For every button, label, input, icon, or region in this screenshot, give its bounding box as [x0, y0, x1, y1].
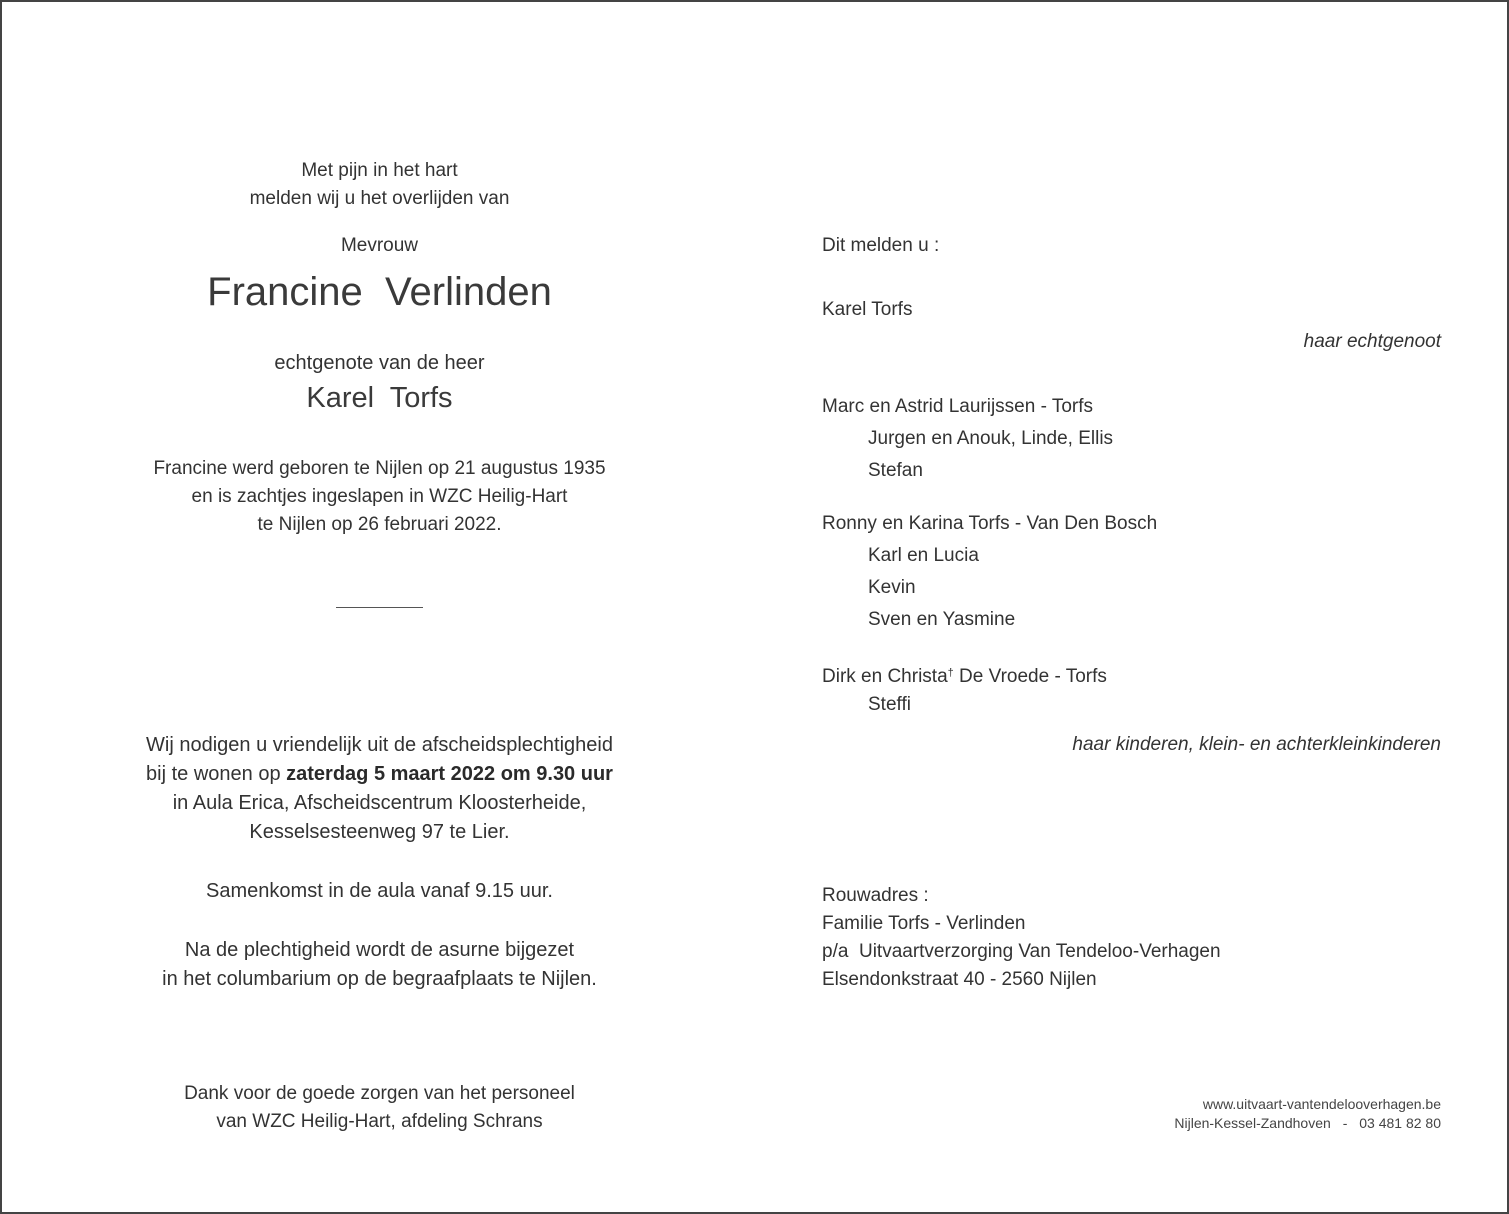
invite-line-2-prefix: bij te wonen op	[146, 763, 281, 785]
family-1-child: Jurgen en Anouk, Linde, Ellis	[868, 428, 1114, 449]
spouse-entry: Karel Torfs	[822, 299, 913, 320]
family-3-part-2: De Vroede - Torfs	[953, 666, 1107, 687]
intro-line-2: melden wij u het overlijden van	[249, 188, 510, 209]
family-3-part-1: Dirk en Christa	[822, 666, 948, 687]
spouse-intro: echtgenote van de heer	[274, 352, 485, 374]
funeral-home-footer	[1174, 1095, 1441, 1133]
children-role: haar kinderen, klein- en achterkleinkinderen	[1072, 734, 1441, 755]
thanks-line-1: Dank voor de goede zorgen van het personeel	[184, 1083, 575, 1104]
deceased-cross-mark: †	[947, 667, 954, 679]
address-line-2: p/a Uitvaartverzorging Van Tendeloo-Verhagen	[822, 941, 1221, 962]
ceremony-datetime: zaterdag 5 maart 2022 om 9.30 uur	[286, 763, 613, 785]
gathering-text: Samenkomst in de aula vanaf 9.15 uur.	[206, 880, 553, 902]
separator-text: -	[1342, 1115, 1348, 1131]
divider-line	[336, 607, 423, 608]
invite-line-2	[102, 760, 657, 789]
family-3	[822, 659, 1107, 691]
intro-line-1: Met pijn in het hart	[301, 160, 458, 181]
mourning-address	[822, 882, 1221, 994]
family-3-child: Steffi	[868, 694, 911, 715]
bio-line-1: Francine werd geboren te Nijlen op 21 augustus 1935	[153, 458, 606, 479]
family-1: Marc en Astrid Laurijssen - Torfs	[822, 396, 1094, 417]
bio-text	[102, 455, 657, 539]
invite-line-1: Wij nodigen u vriendelijk uit de afscheidsplechtigheid	[146, 734, 613, 756]
contact-line	[1174, 1114, 1441, 1133]
salutation: Mevrouw	[340, 235, 419, 256]
deceased-name: Francine Verlinden	[207, 270, 552, 314]
website-text: www.uitvaart-vantendelooverhagen.be	[1202, 1096, 1441, 1112]
family-1-child: Stefan	[868, 460, 923, 481]
family-2: Ronny en Karina Torfs - Van Den Bosch	[822, 513, 1158, 534]
intro-text	[102, 157, 657, 213]
invite-line-3: in Aula Erica, Afscheidscentrum Kloosterheide,	[172, 792, 587, 814]
spouse-name: Karel Torfs	[306, 382, 453, 414]
address-label: Rouwadres :	[822, 885, 929, 906]
ceremony-invitation	[102, 731, 657, 847]
address-line-3: Elsendonkstraat 40 - 2560 Nijlen	[822, 969, 1097, 990]
bio-line-2: en is zachtjes ingeslapen in WZC Heilig-Hart	[191, 486, 568, 507]
invite-line-4: Kesselsesteenweg 97 te Lier.	[249, 821, 510, 843]
phone-text: 03 481 82 80	[1359, 1115, 1441, 1131]
bio-line-3: te Nijlen op 26 februari 2022.	[257, 514, 502, 535]
urn-line-1: Na de plechtigheid wordt de asurne bijgezet	[184, 939, 575, 961]
thanks-line-2: van WZC Heilig-Hart, afdeling Schrans	[216, 1111, 543, 1132]
family-2-child: Kevin	[868, 577, 916, 598]
urn-text	[102, 936, 657, 994]
spouse-role: haar echtgenoot	[1303, 331, 1441, 352]
family-2-child: Karl en Lucia	[868, 545, 979, 566]
family-2-child: Sven en Yasmine	[868, 609, 1016, 630]
address-line-1: Familie Torfs - Verlinden	[822, 913, 1026, 934]
urn-line-2: in het columbarium op de begraafplaats te Nijlen.	[162, 968, 597, 990]
locations-text: Nijlen-Kessel-Zandhoven	[1174, 1115, 1331, 1131]
announce-label: Dit melden u :	[822, 235, 940, 256]
thanks-text	[102, 1080, 657, 1136]
